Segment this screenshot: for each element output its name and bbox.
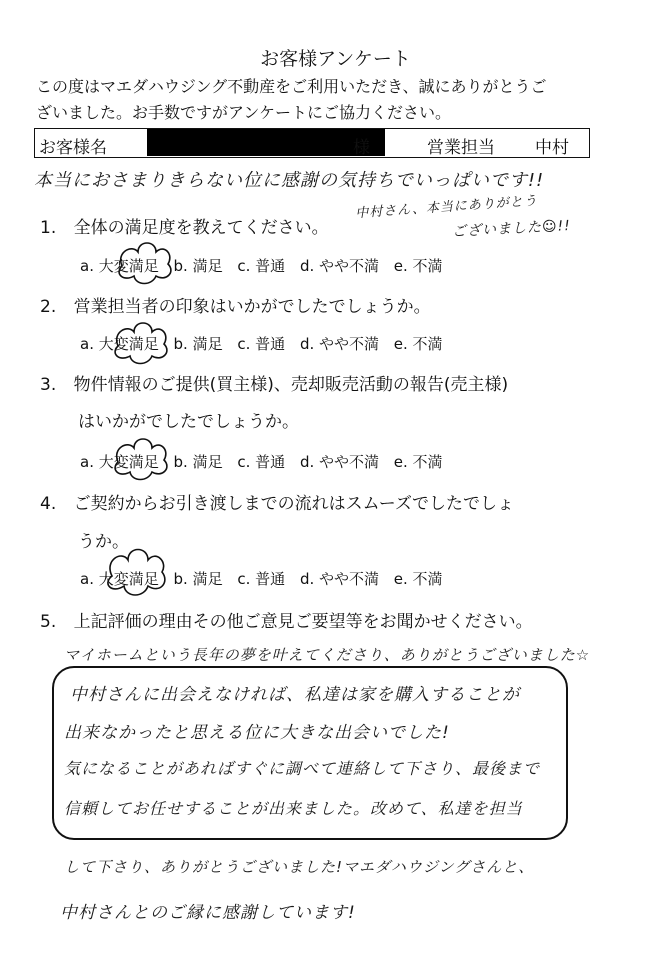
redacted-customer-name bbox=[147, 129, 385, 156]
handwritten-thanks: 本当におさまりきらない位に感謝の気持ちでいっぱいです!! bbox=[34, 170, 545, 191]
option-d[interactable]: d. やや不満 bbox=[299, 453, 379, 471]
option-d[interactable]: d. やや不満 bbox=[299, 335, 379, 353]
answer-line-6: して下さり、ありがとうございました!マエダハウジングさんと、 bbox=[64, 858, 535, 876]
option-e[interactable]: e. 不満 bbox=[393, 453, 443, 471]
option-e[interactable]: e. 不満 bbox=[393, 335, 443, 353]
flower-circle-mark-icon bbox=[112, 238, 178, 286]
option-b[interactable]: b. 満足 bbox=[173, 570, 223, 588]
question-text: 営業担当者の印象はいかがでしたでしょうか。 bbox=[73, 297, 431, 317]
question-number: 2. bbox=[40, 297, 57, 317]
question-4 bbox=[40, 489, 514, 514]
customer-name-label: お客様名 bbox=[39, 138, 107, 158]
intro-line-2: ざいました。お手数ですがアンケートにご協力ください。 bbox=[36, 103, 452, 122]
question-4-text-cont: うか。 bbox=[78, 532, 129, 552]
question-number: 3. bbox=[40, 375, 57, 395]
option-c[interactable]: c. 普通 bbox=[237, 335, 286, 353]
question-text: 物件情報のご提供(買主様)、売却販売活動の報告(売主様) bbox=[73, 375, 509, 395]
handwritten-note-2: ございました☺!! bbox=[451, 217, 572, 241]
option-e[interactable]: e. 不満 bbox=[393, 570, 443, 588]
option-d[interactable]: d. やや不満 bbox=[299, 570, 379, 588]
answer-line-4: 気になることがあればすぐに調べて連絡して下さり、最後まで bbox=[64, 759, 541, 778]
question-text: 全体の満足度を教えてください。 bbox=[73, 218, 329, 238]
option-e[interactable]: e. 不満 bbox=[393, 257, 443, 275]
option-b[interactable]: b. 満足 bbox=[173, 257, 223, 275]
question-2 bbox=[40, 292, 431, 317]
option-a[interactable]: a. 大変満足 bbox=[80, 335, 159, 353]
option-a[interactable]: a. 大変満足 bbox=[80, 257, 159, 275]
option-b[interactable]: b. 満足 bbox=[173, 335, 223, 353]
question-number: 1. bbox=[40, 218, 57, 238]
answer-line-7: 中村さんとのご縁に感謝しています! bbox=[60, 903, 356, 923]
question-text: ご契約からお引き渡しまでの流れはスムーズでしたでしょ bbox=[73, 494, 514, 514]
intro-line-1: この度はマエダハウジング不動産をご利用いただき、誠にありがとうご bbox=[36, 77, 547, 96]
option-a[interactable]: a. 大変満足 bbox=[80, 453, 159, 471]
option-a[interactable]: a. 大変満足 bbox=[80, 570, 159, 588]
flower-circle-mark-icon bbox=[110, 432, 172, 482]
option-b[interactable]: b. 満足 bbox=[173, 453, 223, 471]
customer-info-box bbox=[34, 128, 590, 158]
answer-line-2: 中村さんに出会えなければ、私達は家を購入することが bbox=[70, 685, 520, 705]
answer-line-3: 出来なかったと思える位に大きな出会いでした! bbox=[64, 723, 450, 743]
answer-line-1: マイホームという長年の夢を叶えてくださり、ありがとうございました☆ bbox=[64, 646, 591, 664]
page-title: お客様アンケート bbox=[260, 48, 411, 70]
honorific-label: 様 bbox=[353, 138, 370, 158]
question-3-text-cont: はいかがでしたでしょうか。 bbox=[78, 412, 299, 432]
option-c[interactable]: c. 普通 bbox=[237, 570, 286, 588]
flower-circle-mark-icon bbox=[104, 542, 170, 598]
question-1 bbox=[40, 213, 329, 238]
question-number: 4. bbox=[40, 494, 57, 514]
sales-rep-label: 営業担当 bbox=[427, 138, 495, 158]
question-3 bbox=[40, 370, 508, 395]
handwritten-note-1: 中村さん、本当にありがとう bbox=[354, 193, 539, 222]
question-number: 5. bbox=[40, 612, 57, 632]
sales-rep-name: 中村 bbox=[535, 138, 569, 158]
option-c[interactable]: c. 普通 bbox=[237, 257, 286, 275]
option-d[interactable]: d. やや不満 bbox=[299, 257, 379, 275]
flower-circle-mark-icon bbox=[110, 316, 172, 366]
option-c[interactable]: c. 普通 bbox=[237, 453, 286, 471]
question-5 bbox=[40, 607, 533, 632]
answer-line-5: 信頼してお任せすることが出来ました。改めて、私達を担当 bbox=[64, 799, 523, 818]
question-text: 上記評価の理由その他ご意見ご要望等をお聞かせください。 bbox=[73, 612, 533, 632]
